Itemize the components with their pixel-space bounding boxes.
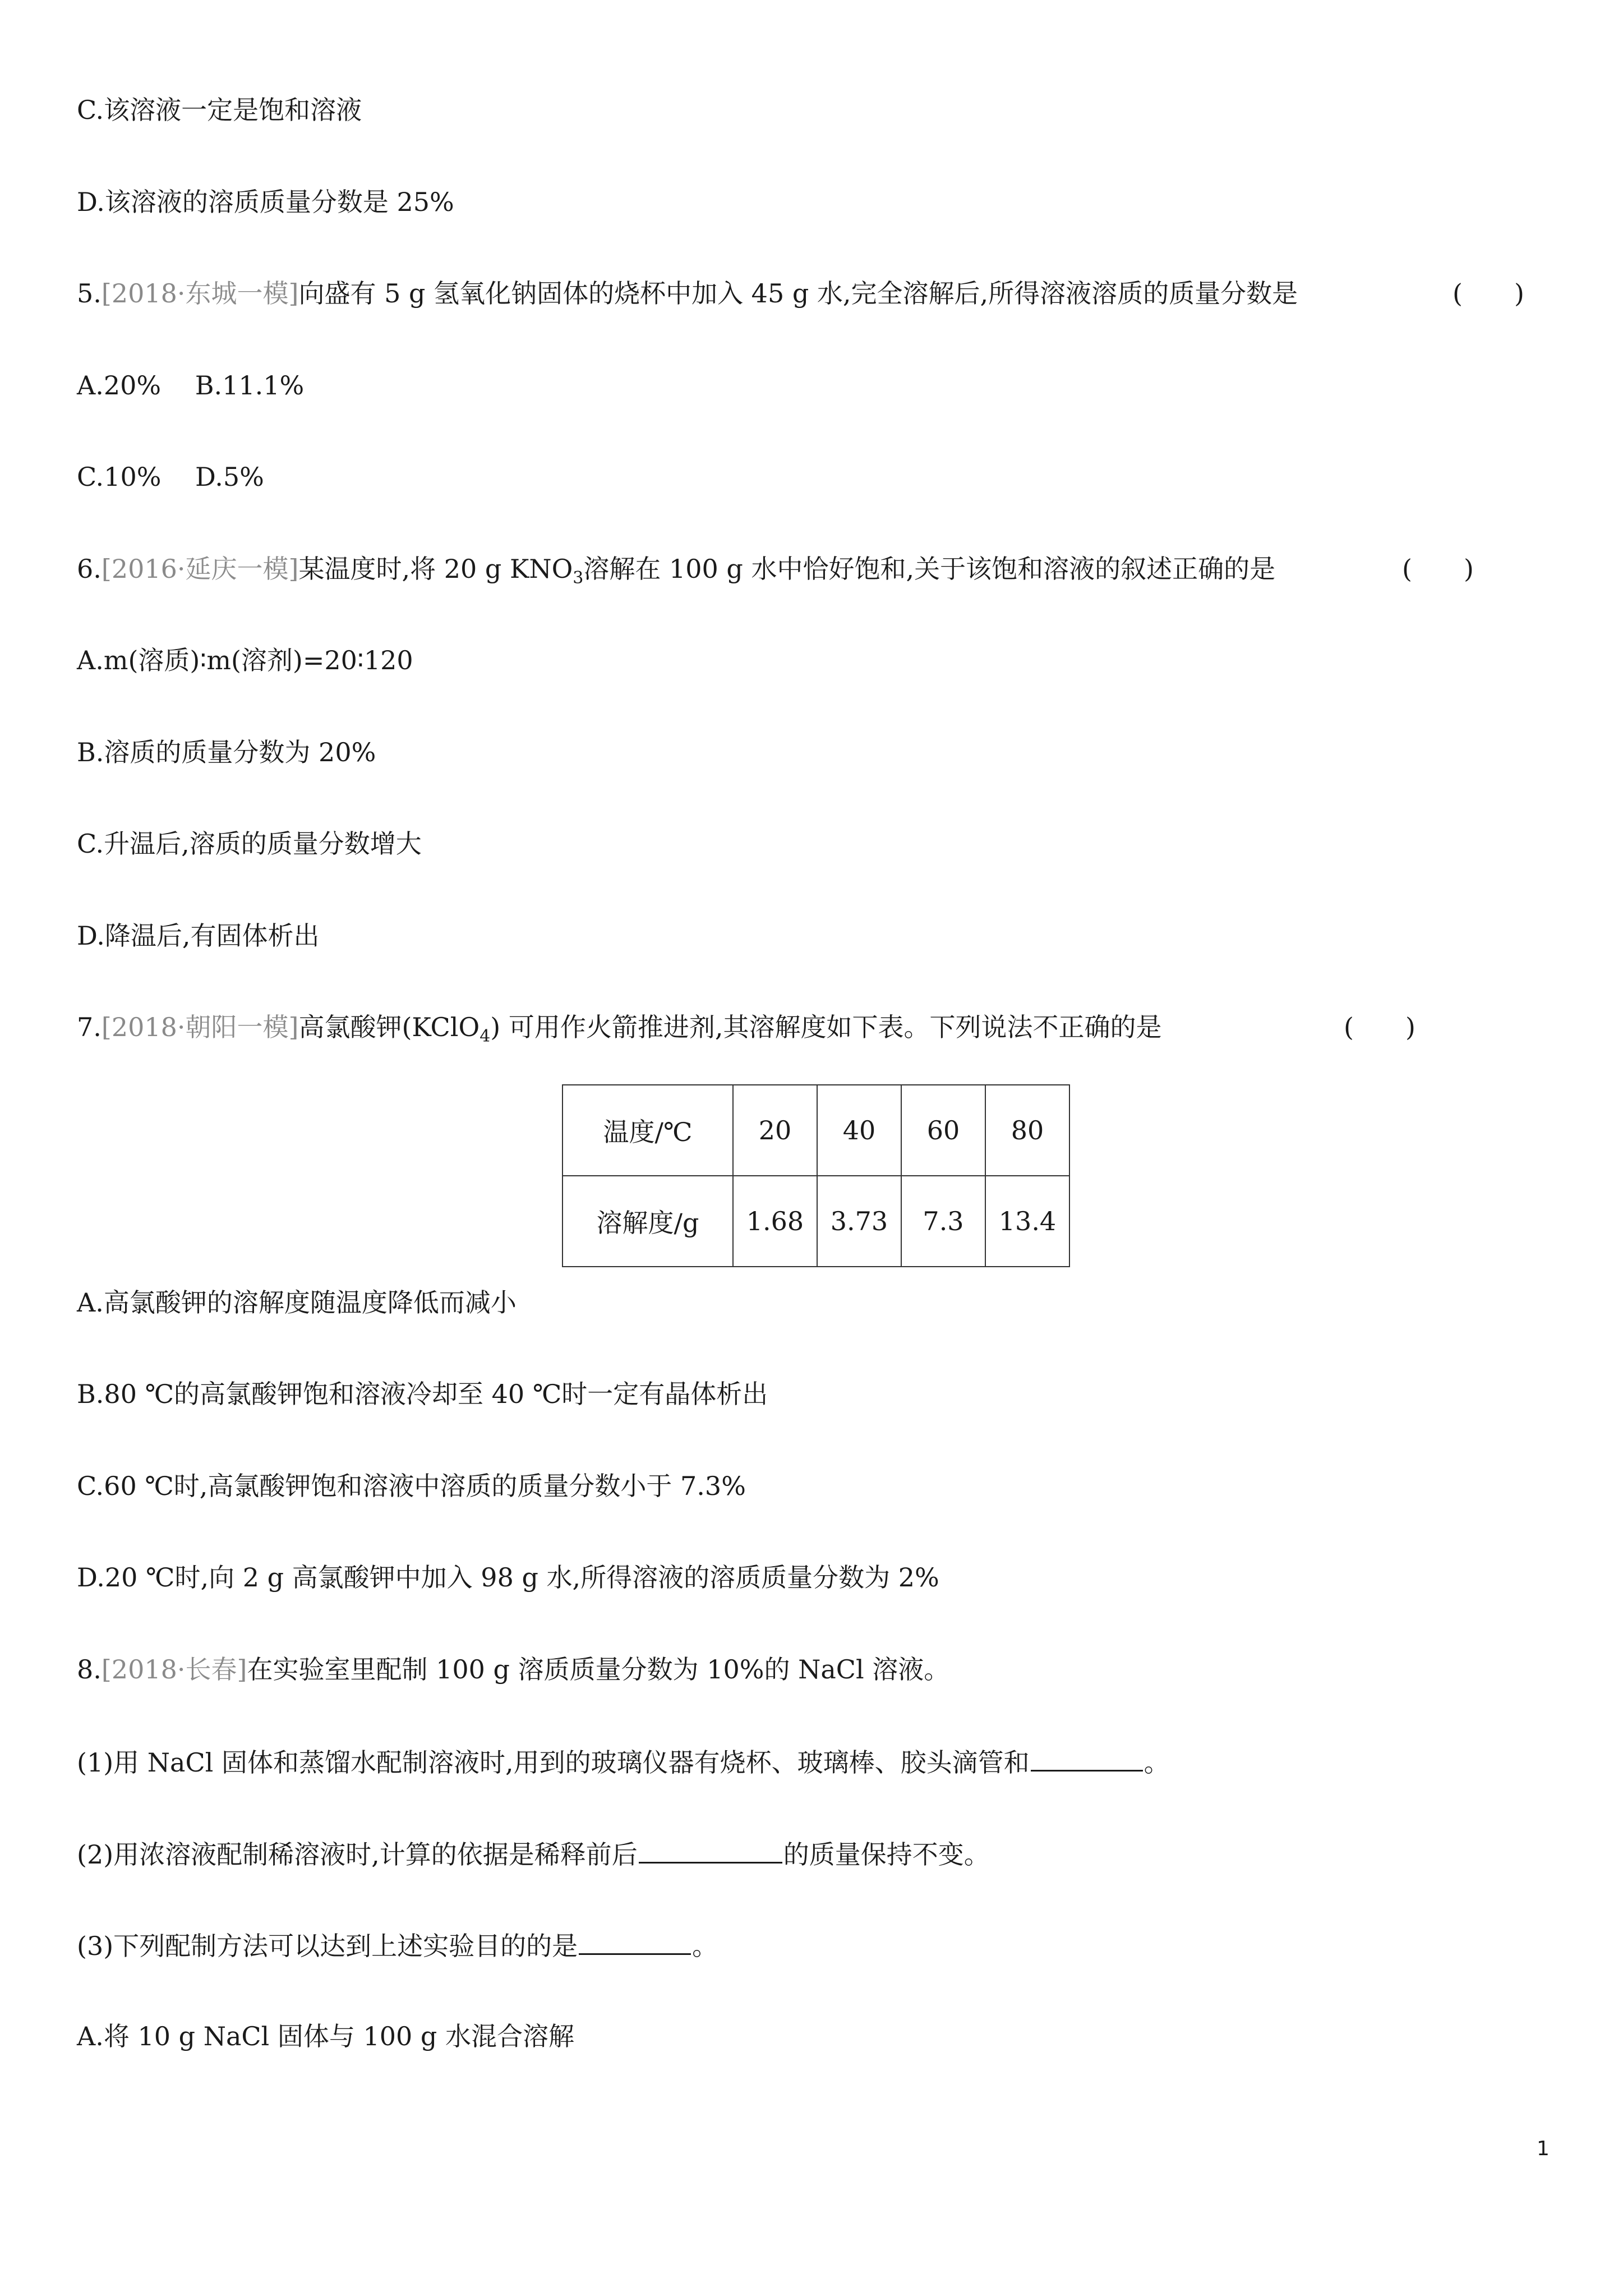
q8-part-1-text: (1)用 NaCl 固体和蒸馏水配制溶液时,用到的玻璃仪器有烧杯、玻璃棒、胶头滴管和 [77,1747,1030,1778]
q8-part-3 [77,1927,718,1963]
table-row [562,1085,1069,1176]
q5-options-cd: C.10% D.5% [77,462,264,492]
q7-text-a: 高氯酸钾(KClO [298,1012,480,1042]
q7-option-d: D.20 ℃时,向 2 g 高氯酸钾中加入 98 g 水,所得溶液的溶质质量分数为 2% [77,1562,939,1593]
q5-options-ab: A.20% B.11.1% [77,370,305,401]
q8-part-3-end: 。 [692,1931,718,1961]
table-cell: 7.3 [901,1176,985,1267]
q6-option-a: A.m(溶质)∶m(溶剂)=20∶120 [77,645,413,675]
q8-stem [77,1653,949,1686]
q8-part-2 [77,1836,990,1871]
q5-text: 向盛有 5 g 氢氧化钠固体的烧杯中加入 45 g 水,完全溶解后,所得溶液溶质的质量分数是 [298,278,1298,309]
q7-subscript: 4 [479,1027,491,1047]
q6-subscript: 3 [573,568,584,588]
q6-source: [2016·延庆一模] [101,554,299,584]
q8-source: [2018·长春] [101,1654,247,1685]
table-row-header: 溶解度/g [562,1176,733,1267]
q6-text-a: 某温度时,将 20 g KNO [298,554,573,584]
q6-answer-paren: ( ) [1402,554,1474,584]
q7-stem [77,1010,1162,1047]
q5-source: [2018·东城一模] [101,278,299,309]
table-cell: 20 [733,1085,817,1176]
q8-part-1-end: 。 [1144,1747,1170,1778]
q8-part-2-end: 的质量保持不变。 [783,1839,990,1870]
q8-option-a: A.将 10 g NaCl 固体与 100 g 水混合溶解 [77,2021,575,2051]
q4-option-c: C.该溶液一定是饱和溶液 [77,95,362,125]
q6-text-b: 溶解在 100 g 水中恰好饱和,关于该饱和溶液的叙述正确的是 [583,554,1276,584]
q6-option-c: C.升温后,溶质的质量分数增大 [77,829,422,859]
q7-number: 7. [77,1012,102,1042]
table-cell: 13.4 [985,1176,1069,1267]
table-row-header: 温度/℃ [562,1085,733,1176]
q7-option-b: B.80 ℃的高氯酸钾饱和溶液冷却至 40 ℃时一定有晶体析出 [77,1379,768,1409]
table-cell: 80 [985,1085,1069,1176]
table-cell: 60 [901,1085,985,1176]
q7-option-c: C.60 ℃时,高氯酸钾饱和溶液中溶质的质量分数小于 7.3% [77,1471,746,1501]
table-cell: 1.68 [733,1176,817,1267]
q6-stem [77,552,1275,586]
table-cell: 40 [817,1085,901,1176]
q8-number: 8. [77,1654,102,1685]
q5-answer-paren: ( ) [1453,278,1524,309]
q8-part-2-text: (2)用浓溶液配制稀溶液时,计算的依据是稀释前后 [77,1839,638,1870]
table-row [562,1176,1069,1267]
q6-option-b: B.溶质的质量分数为 20% [77,737,376,767]
answer-blank[interactable] [639,1836,782,1864]
q7-answer-paren: ( ) [1344,1012,1415,1042]
solubility-table [562,1084,1070,1267]
q7-text-b: ) 可用作火箭推进剂,其溶解度如下表。下列说法不正确的是 [490,1012,1162,1042]
q8-part-3-text: (3)下列配制方法可以达到上述实验目的的是 [77,1931,578,1961]
answer-blank[interactable] [579,1927,691,1955]
q4-option-d: D.该溶液的溶质质量分数是 25% [77,187,454,217]
q8-part-1 [77,1744,1170,1779]
q6-option-d: D.降温后,有固体析出 [77,921,320,951]
table-cell: 3.73 [817,1176,901,1267]
q8-text: 在实验室里配制 100 g 溶质质量分数为 10%的 NaCl 溶液。 [247,1654,950,1685]
q7-source: [2018·朝阳一模] [101,1012,299,1042]
q6-number: 6. [77,554,102,584]
q5-number: 5. [77,278,102,309]
page-number: 1 [1537,2137,1550,2160]
answer-blank[interactable] [1031,1744,1143,1772]
q5-stem [77,277,1298,310]
q7-option-a: A.高氯酸钾的溶解度随温度降低而减小 [77,1287,517,1318]
